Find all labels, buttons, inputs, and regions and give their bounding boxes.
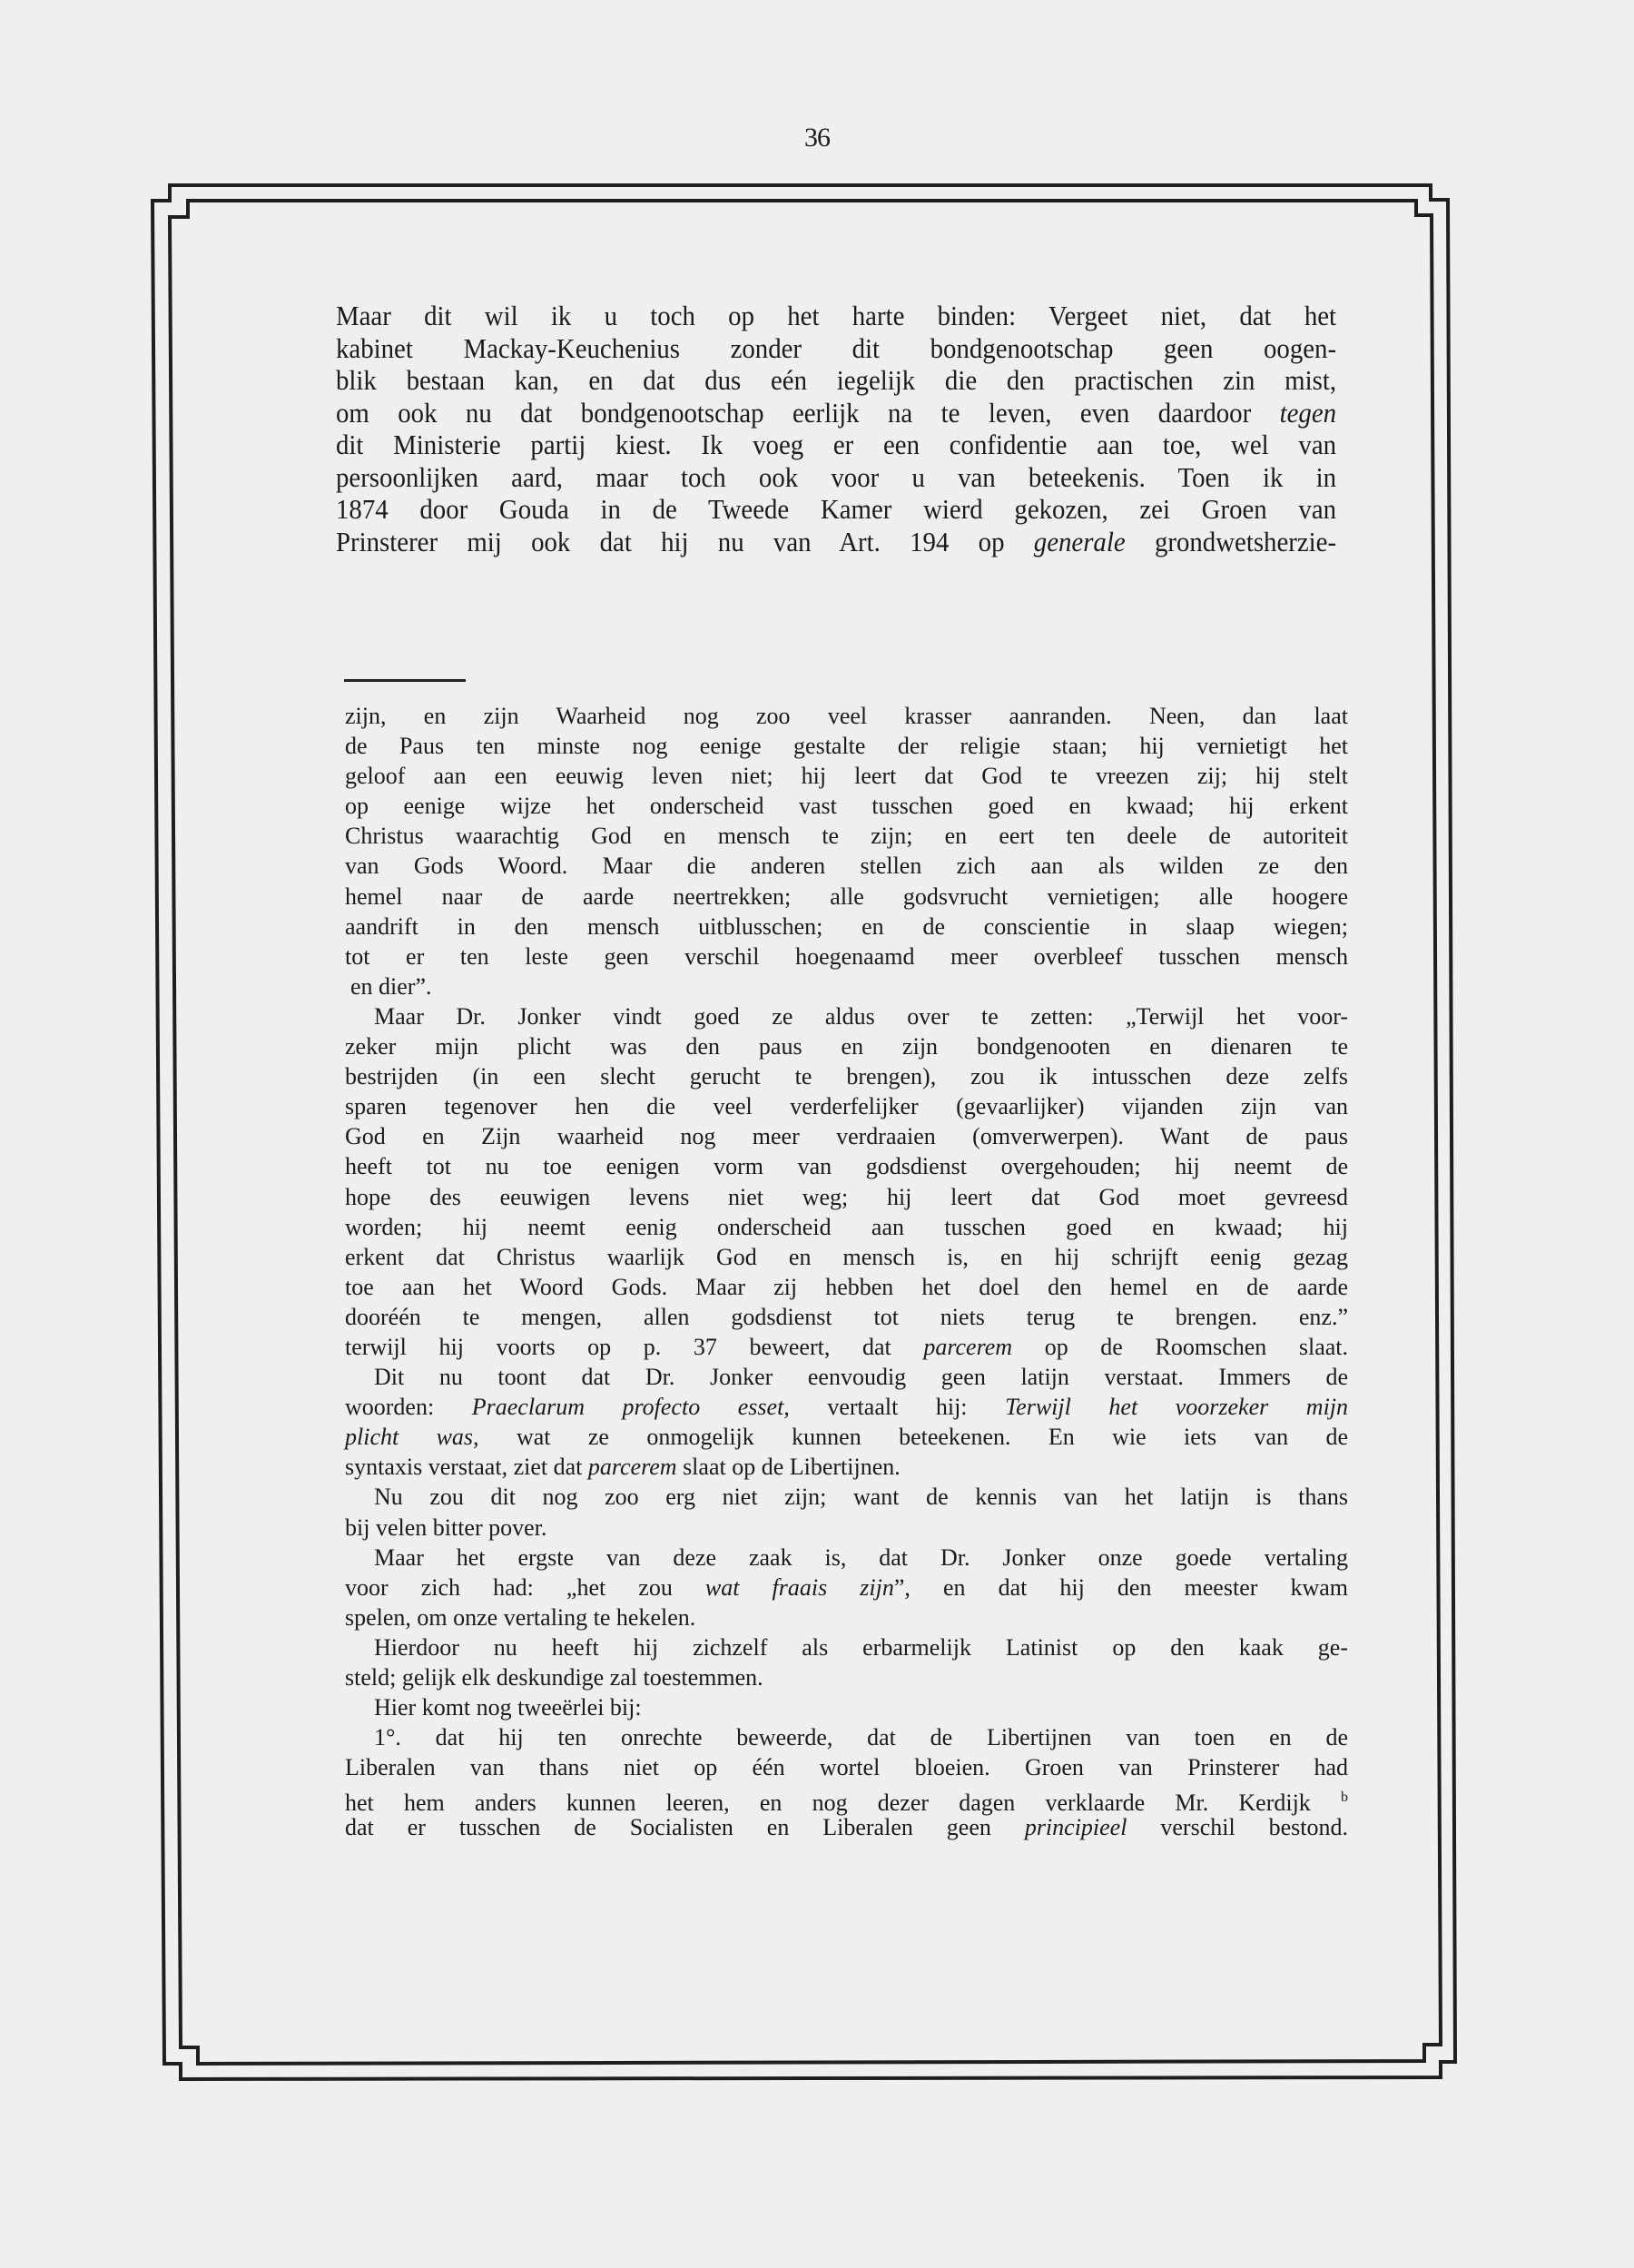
footnote-line: hemel naar de aarde neertrekken; alle godsvrucht vernietigen; alle hoogere xyxy=(345,883,1348,910)
footnote-line: worden; hij neemt eenig onderscheid aan tusschen goed en kwaad; hij xyxy=(345,1213,1348,1240)
footnote-line: bestrijden (in een slecht gerucht te brengen), zou ik intusschen deze zelfs xyxy=(345,1063,1348,1090)
footnote-marker: b xyxy=(1341,1790,1348,1806)
footnote-line: syntaxis verstaat, ziet dat parcerem slaat op de Libertijnen. xyxy=(345,1454,901,1481)
text-line: Prinsterer mij ook dat hij nu van Art. 194 op generale grondwetsherzie- xyxy=(336,525,1337,557)
footnote-line: en dier”. xyxy=(350,972,432,1000)
footnote-line: Maar het ergste van deze zaak is, dat Dr. Jonker onze goede vertaling xyxy=(374,1543,1348,1571)
footnote-line: zijn, en zijn Waarheid nog zoo veel krasser aanranden. Neen, dan laat xyxy=(345,703,1348,729)
footnote-line: op eenige wijze het onderscheid vast tusschen goed en kwaad; hij erkent xyxy=(345,793,1348,820)
footnote-line: bij velen bitter pover. xyxy=(345,1514,547,1541)
footnote-line: heeft tot nu toe eenigen vorm van godsdienst overgehouden; hij neemt de xyxy=(345,1153,1348,1180)
footnote-line: erkent dat Christus waarlijk God en mensch is, en hij schrijft eenig gezag xyxy=(345,1243,1348,1270)
text-line: kabinet Mackay-Keuchenius zonder dit bondgenootschap geen oogen- xyxy=(336,331,1337,364)
footnote-line: dat er tusschen de Socialisten en Liberalen geen principieel verschil bestond. xyxy=(345,1814,1349,1841)
footnote-line: woorden: Praeclarum profecto esset, vertaalt hij: Terwijl het voorzeker mijn xyxy=(345,1394,1349,1421)
emphasis-italic: wat fraais zijn xyxy=(704,1573,894,1601)
footnote-line: Liberalen van thans niet op één wortel bloeien. Groen van Prinsterer had xyxy=(345,1754,1348,1781)
emphasis-italic: generale xyxy=(1033,525,1126,557)
emphasis-italic: Praeclarum profecto esset, xyxy=(471,1394,790,1421)
footnote-line: Nu zou dit nog zoo erg niet zijn; want de kennis van het latijn is thans xyxy=(374,1484,1348,1511)
emphasis-italic: principieel xyxy=(1024,1814,1127,1841)
footnote-line: aandrift in den mensch uitblusschen; en de conscientie in slaap wiegen; xyxy=(345,912,1348,940)
page-number: 36 xyxy=(804,123,830,153)
footnote-line: het hem anders kunnen leeren, en nog dezer dagen verklaarde Mr. Kerdijk $^b$ xyxy=(345,1790,1348,1817)
text-line: Maar dit wil ik u toch op het harte binden: Vergeet niet, dat het xyxy=(336,300,1337,331)
footnote-line: plicht was, wat ze onmogelijk kunnen beteekenen. En wie iets van de xyxy=(345,1424,1349,1451)
footnote-separator-rule xyxy=(344,679,466,682)
footnote-line: steld; gelijk elk deskundige zal toestemmen. xyxy=(345,1664,763,1691)
footnote-line: 1°. dat hij ten onrechte beweerde, dat de Libertijnen van toen en de xyxy=(374,1724,1348,1751)
footnote-line: de Paus ten minste nog eenige gestalte der religie staan; hij vernietigt het xyxy=(345,733,1348,760)
footnote-line: God en Zijn waarheid nog meer verdraaien (omverwerpen). Want de paus xyxy=(345,1123,1348,1150)
footnote-line: toe aan het Woord Gods. Maar zij hebben het doel den hemel en de aarde xyxy=(345,1273,1348,1300)
footnote-line: dooréén te mengen, allen godsdienst tot niets terug te brengen. enz.” xyxy=(345,1303,1348,1330)
footnote-line: geloof aan een eeuwig leven niet; hij leert dat God te vreezen zij; hij stelt xyxy=(345,763,1348,790)
text-line: 1874 door Gouda in de Tweede Kamer wierd gekozen, zei Groen van xyxy=(336,493,1337,525)
footnote-line: Christus waarachtig God en mensch te zijn; en eert ten deele de autoriteit xyxy=(345,823,1348,850)
footnote-line: Hierdoor nu heeft hij zichzelf als erbarmelijk Latinist op den kaak ge- xyxy=(374,1633,1348,1661)
text-line: blik bestaan kan, en dat dus eén iegelijk die den practischen zin mist, xyxy=(336,364,1337,396)
emphasis-italic: plicht was, xyxy=(345,1424,479,1451)
footnote-text xyxy=(345,701,1348,1843)
text-line: dit Ministerie partij kiest. Ik voeg er een confidentie aan toe, wel van xyxy=(336,429,1337,460)
text-line: persoonlijken aard, maar toch ook voor u van beteekenis. Toen ik in xyxy=(336,460,1337,493)
text-line: om ook nu dat bondgenootschap eerlijk na te leven, even daardoor tegen xyxy=(336,396,1337,429)
footnote-line: spelen, om onze vertaling te hekelen. xyxy=(345,1603,696,1631)
footnote-line: van Gods Woord. Maar die anderen stellen zich aan als wilden ze den xyxy=(345,853,1348,880)
footnote-line: hope des eeuwigen levens niet weg; hij leert dat God moet gevreesd xyxy=(345,1183,1348,1210)
footnote-line: Hier komt nog tweeërlei bij: xyxy=(374,1694,642,1721)
footnote-line: voor zich had: „het zou wat fraais zijn”, en dat hij den meester kwam xyxy=(345,1573,1348,1601)
footnote-line: zeker mijn plicht was den paus en zijn bondgenooten en dienaren te xyxy=(345,1033,1348,1060)
main-body-text xyxy=(336,300,1336,557)
emphasis-italic: tegen xyxy=(1279,396,1337,429)
emphasis-italic: parcerem xyxy=(587,1454,677,1481)
footnote-line: sparen tegenover hen die veel verderfelijker (gevaarlijker) vijanden zijn van xyxy=(345,1093,1348,1120)
footnote-line: Maar Dr. Jonker vindt goed ze aldus over te zetten: „Terwijl het voor- xyxy=(374,1002,1348,1030)
footnote-line: tot er ten leste geen verschil hoegenaamd meer overbleef tusschen mensch xyxy=(345,942,1348,970)
emphasis-italic: parcerem xyxy=(923,1333,1013,1360)
emphasis-italic: Terwijl het voorzeker mijn xyxy=(1005,1394,1349,1421)
footnote-line: terwijl hij voorts op p. 37 beweert, dat parcerem op de Roomschen slaat. xyxy=(345,1333,1349,1360)
footnote-line: Dit nu toont dat Dr. Jonker eenvoudig geen latijn verstaat. Immers de xyxy=(374,1364,1348,1391)
